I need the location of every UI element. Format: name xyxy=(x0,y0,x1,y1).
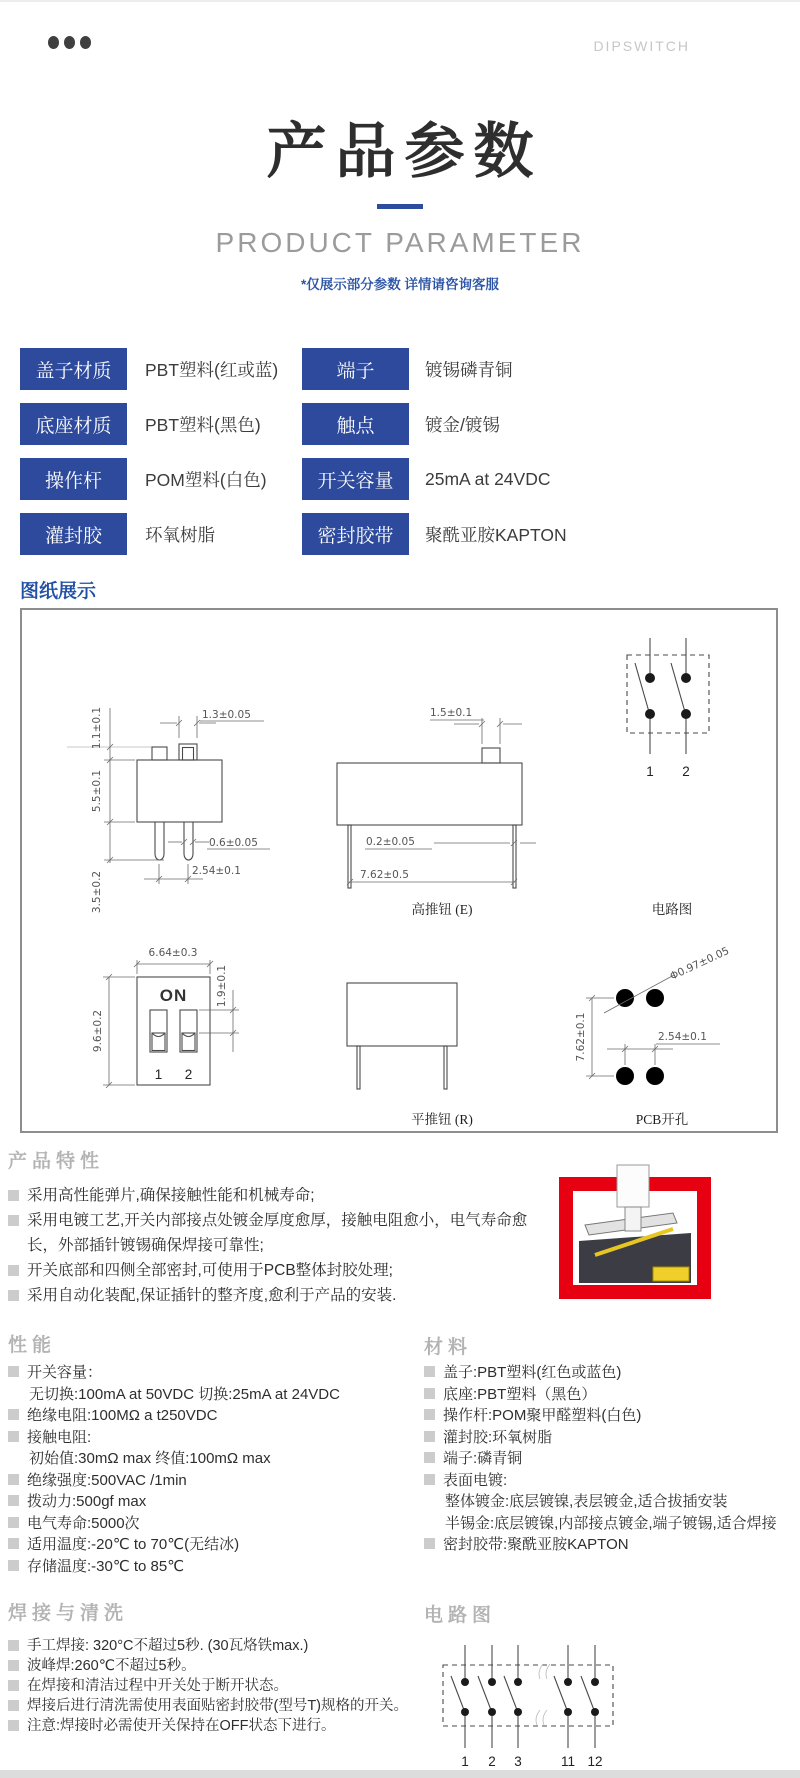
pin-number: 1 xyxy=(646,764,654,779)
list-item: 半锡金:底层镀镍,内部接点镀金,端子镀锡,适合焊接 xyxy=(445,1514,777,1532)
spec-value: 聚酰亚胺KAPTON xyxy=(425,524,567,545)
pin-number: 2 xyxy=(682,764,690,779)
list-item: 开关底部和四侧全部密封,可使用于PCB整体封胶处理; xyxy=(8,1258,553,1283)
list-item: 采用电镀工艺,开关内部接点处镀金厚度愈厚，接触电阻愈小，电气寿命愈长，外部插针镀锡确保焊接可靠性; xyxy=(8,1208,553,1258)
performance-list xyxy=(8,1362,408,1577)
materials-section-title: 材料 xyxy=(424,1337,473,1358)
dim-label: 2.54±0.1 xyxy=(658,1031,707,1043)
circuit-diagram xyxy=(430,1638,630,1773)
list-item: 端子:磷青铜 xyxy=(424,1448,794,1470)
blueprint-panel xyxy=(20,608,778,1133)
page-title: 产品参数 xyxy=(266,118,543,185)
spec-row xyxy=(20,348,780,390)
list-item: 灌封胶:环氧树脂 xyxy=(424,1427,794,1449)
drawing-circuit-2pole xyxy=(582,630,762,918)
list-item: 绝缘电阻:100MΩ a t250VDC xyxy=(8,1405,408,1427)
dim-label: 6.64±0.3 xyxy=(148,947,198,959)
product-cutaway-image xyxy=(555,1163,715,1303)
spec-row xyxy=(20,513,780,555)
spec-table xyxy=(20,348,780,568)
decorative-dots-icon xyxy=(48,36,96,54)
spec-value: 镀金/镀锡 xyxy=(425,414,500,435)
soldering-section-title: 焊接与清洗 xyxy=(8,1603,129,1624)
dim-label: 1.3±0.05 xyxy=(202,709,251,721)
list-item: 波峰焊:260℃不超过5秒。 xyxy=(8,1656,528,1676)
list-item: 拨动力:500gf max xyxy=(8,1491,408,1513)
disclaimer-note: *仅展示部分参数 详情请咨询客服 xyxy=(300,277,499,292)
pin-number: 3 xyxy=(514,1754,522,1769)
materials-list xyxy=(424,1362,794,1556)
list-item: 表面电镀: xyxy=(424,1470,794,1492)
dim-label: 0.6±0.05 xyxy=(209,837,258,849)
list-item: 适用温度:-20℃ to 70℃(无结冰) xyxy=(8,1534,408,1556)
bullet-square-icon xyxy=(8,1190,19,1201)
dim-label: 7.62±0.5 xyxy=(360,869,409,881)
spec-label: 底座材质 xyxy=(20,403,127,445)
list-item: 在焊接和清洁过程中开关处于断开状态。 xyxy=(8,1676,528,1696)
list-item: 整体镀金:底层镀镍,表层镀金,适合拔插安装 xyxy=(445,1493,728,1510)
dim-label: 3.5±0.2 xyxy=(91,870,103,914)
dim-label: 9.6±0.2 xyxy=(92,1009,104,1053)
bullet-square-icon xyxy=(8,1265,19,1276)
dim-label: 5.5±0.1 xyxy=(91,769,103,813)
spec-label: 盖子材质 xyxy=(20,348,127,390)
dim-label: Φ0.97±0.05 xyxy=(668,944,732,983)
list-item: 焊接后进行清洗需使用表面贴密封胶带(型号T)规格的开关。 xyxy=(8,1696,528,1716)
list-item: 密封胶带:聚酰亚胺KAPTON xyxy=(424,1534,794,1556)
list-item: 初始值:30mΩ max 终值:100mΩ max xyxy=(29,1450,271,1467)
spec-label: 开关容量 xyxy=(302,458,409,500)
pin-number: 2 xyxy=(184,1067,193,1082)
dim-label: 0.2±0.05 xyxy=(366,836,415,848)
list-item: 注意:焊接时必需使开关保持在OFF状态下进行。 xyxy=(8,1716,528,1736)
list-item: 手工焊接: 320°C不超过5秒. (30瓦烙铁max.) xyxy=(8,1636,528,1656)
spec-row xyxy=(20,458,780,500)
spec-label: 灌封胶 xyxy=(20,513,127,555)
dim-label: 1.1±0.1 xyxy=(91,706,103,750)
spec-value: PBT塑料(黑色) xyxy=(145,414,261,435)
drawing-side-view-r xyxy=(322,938,562,1128)
list-item: 底座:PBT塑料（黑色） xyxy=(424,1384,794,1406)
spec-value: 环氧树脂 xyxy=(145,524,215,545)
spec-row xyxy=(20,403,780,445)
pin-number: 11 xyxy=(560,1754,576,1769)
top-divider xyxy=(0,0,800,2)
title-underline xyxy=(377,204,423,209)
features-section-title: 产品特性 xyxy=(8,1151,105,1172)
list-item: 无切换:100mA at 50VDC 切换:25mA at 24VDC xyxy=(29,1385,340,1403)
list-item: 电气寿命:5000次 xyxy=(8,1513,408,1535)
pin-number: 12 xyxy=(587,1754,603,1769)
list-item: 采用高性能弹片,确保接触性能和机械寿命; xyxy=(8,1183,553,1208)
bottom-divider xyxy=(0,1770,800,1778)
spec-value: 25mA at 24VDC xyxy=(425,468,551,489)
drawing-top-view xyxy=(67,938,317,1128)
dim-label: 7.62±0.1 xyxy=(575,1012,587,1062)
dim-label: 1.9±0.1 xyxy=(216,964,228,1008)
blueprint-section-title: 图纸展示 xyxy=(20,581,97,602)
list-item: 操作杆:POM聚甲醛塑料(白色) xyxy=(424,1405,794,1427)
circuit-section-title: 电路图 xyxy=(424,1605,497,1626)
bullet-square-icon xyxy=(8,1290,19,1301)
bullet-square-icon xyxy=(8,1215,19,1226)
performance-section-title: 性能 xyxy=(8,1335,57,1356)
spec-value: POM塑料(白色) xyxy=(145,469,267,490)
spec-value: 镀锡磷青铜 xyxy=(425,359,513,380)
spec-label: 触点 xyxy=(302,403,409,445)
list-item: 开关容量： xyxy=(8,1362,408,1384)
brand-label: DIPSWITCH xyxy=(593,38,690,54)
pin-number: 2 xyxy=(488,1754,496,1769)
list-item: 盖子:PBT塑料(红色或蓝色) xyxy=(424,1362,794,1384)
list-item: 绝缘强度:500VAC /1min xyxy=(8,1470,408,1492)
spec-label: 端子 xyxy=(302,348,409,390)
drawing-side-view-e xyxy=(322,630,562,918)
pin-number: 1 xyxy=(461,1754,469,1769)
list-item: 接触电阻: xyxy=(8,1427,408,1449)
spec-label: 操作杆 xyxy=(20,458,127,500)
dim-label: 1.5±0.1 xyxy=(430,707,473,719)
spec-label: 密封胶带 xyxy=(302,513,409,555)
list-item: 采用自动化装配,保证插针的整齐度,愈利于产品的安装. xyxy=(8,1283,553,1308)
figure-caption: PCB开孔 xyxy=(635,1112,689,1127)
list-item: 存储温度:-30℃ to 85℃ xyxy=(8,1556,408,1578)
features-list xyxy=(8,1183,553,1308)
dim-label: 2.54±0.1 xyxy=(192,865,241,877)
figure-caption: 平推钮 (R) xyxy=(411,1112,473,1127)
drawing-high-push-side-view xyxy=(52,630,312,918)
spec-value: PBT塑料(红或蓝) xyxy=(145,359,279,380)
on-label: ON xyxy=(159,986,188,1005)
figure-caption: 高推钮 (E) xyxy=(411,902,473,917)
pin-number: 1 xyxy=(154,1067,163,1082)
drawing-pcb-holes xyxy=(552,938,772,1128)
page-subtitle-en: PRODUCT PARAMETER xyxy=(215,227,585,258)
figure-caption: 电路图 xyxy=(651,902,693,917)
